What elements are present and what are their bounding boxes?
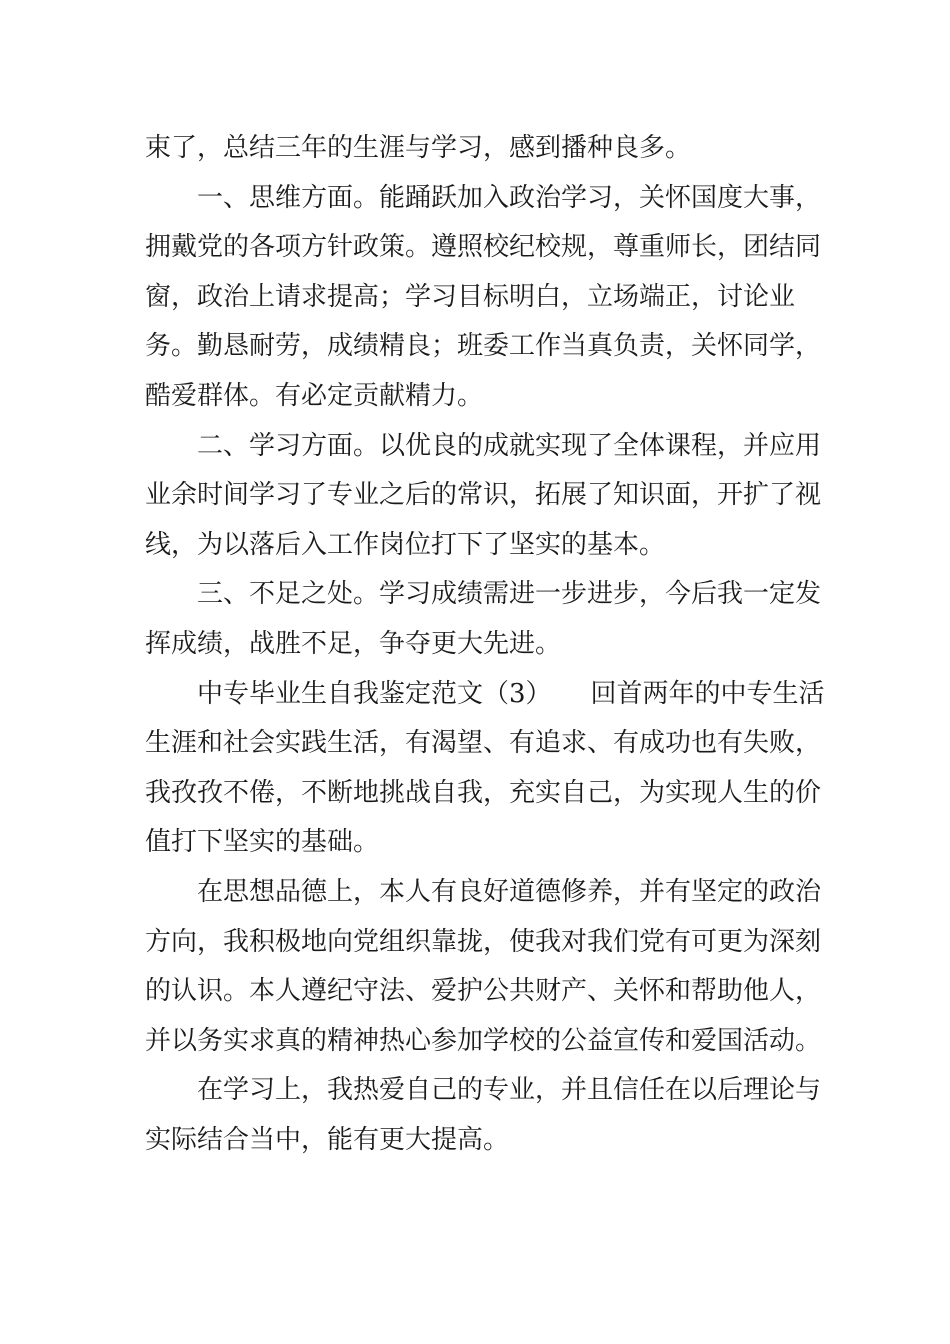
- paragraph-1: 束了，总结三年的生涯与学习，感到播种良多。: [145, 133, 692, 163]
- paragraph-2: 一、思维方面。能踊跃加入政治学习，关怀国度大事，拥戴党的各项方针政策。遵照校纪校规，尊重师长，团结同窗，政治上请求提高；学习目标明白，立场端正，讨论业务。勤恳耐劳，成绩精良；班委工作当真负责，关怀同学，酷爱群体。有必定贡献精力。: [145, 182, 822, 411]
- paragraph-4: 三、不足之处。学习成绩需进一步进步，今后我一定发挥成绩，战胜不足，争夺更大先进。: [145, 579, 822, 659]
- paragraph-5: 中专毕业生自我鉴定范文（3） 回首两年的中专生活生涯和社会实践生活，有渴望、有追求、有成功也有失败，我孜孜不倦，不断地挑战自我，充实自己，为实现人生的价值打下坚实的基础。: [145, 678, 825, 858]
- paragraph-3: 二、学习方面。以优良的成就实现了全体课程，并应用业余时间学习了专业之后的常识，拓展了知识面，开扩了视线，为以落后入工作岗位打下了坚实的基本。: [145, 430, 822, 560]
- paragraph-6: 在思想品德上，本人有良好道德修养，并有坚定的政治方向，我积极地向党组织靠拢，使我对我们党有可更为深刻的认识。本人遵纪守法、爱护公共财产、关怀和帮助他人，并以务实求真的精神热心参加学校的公益宣传和爱国活动。: [145, 876, 822, 1056]
- paragraph-7: 在学习上，我热爱自己的专业，并且信任在以后理论与实际结合当中，能有更大提高。: [145, 1075, 822, 1155]
- document-body: [145, 124, 825, 1165]
